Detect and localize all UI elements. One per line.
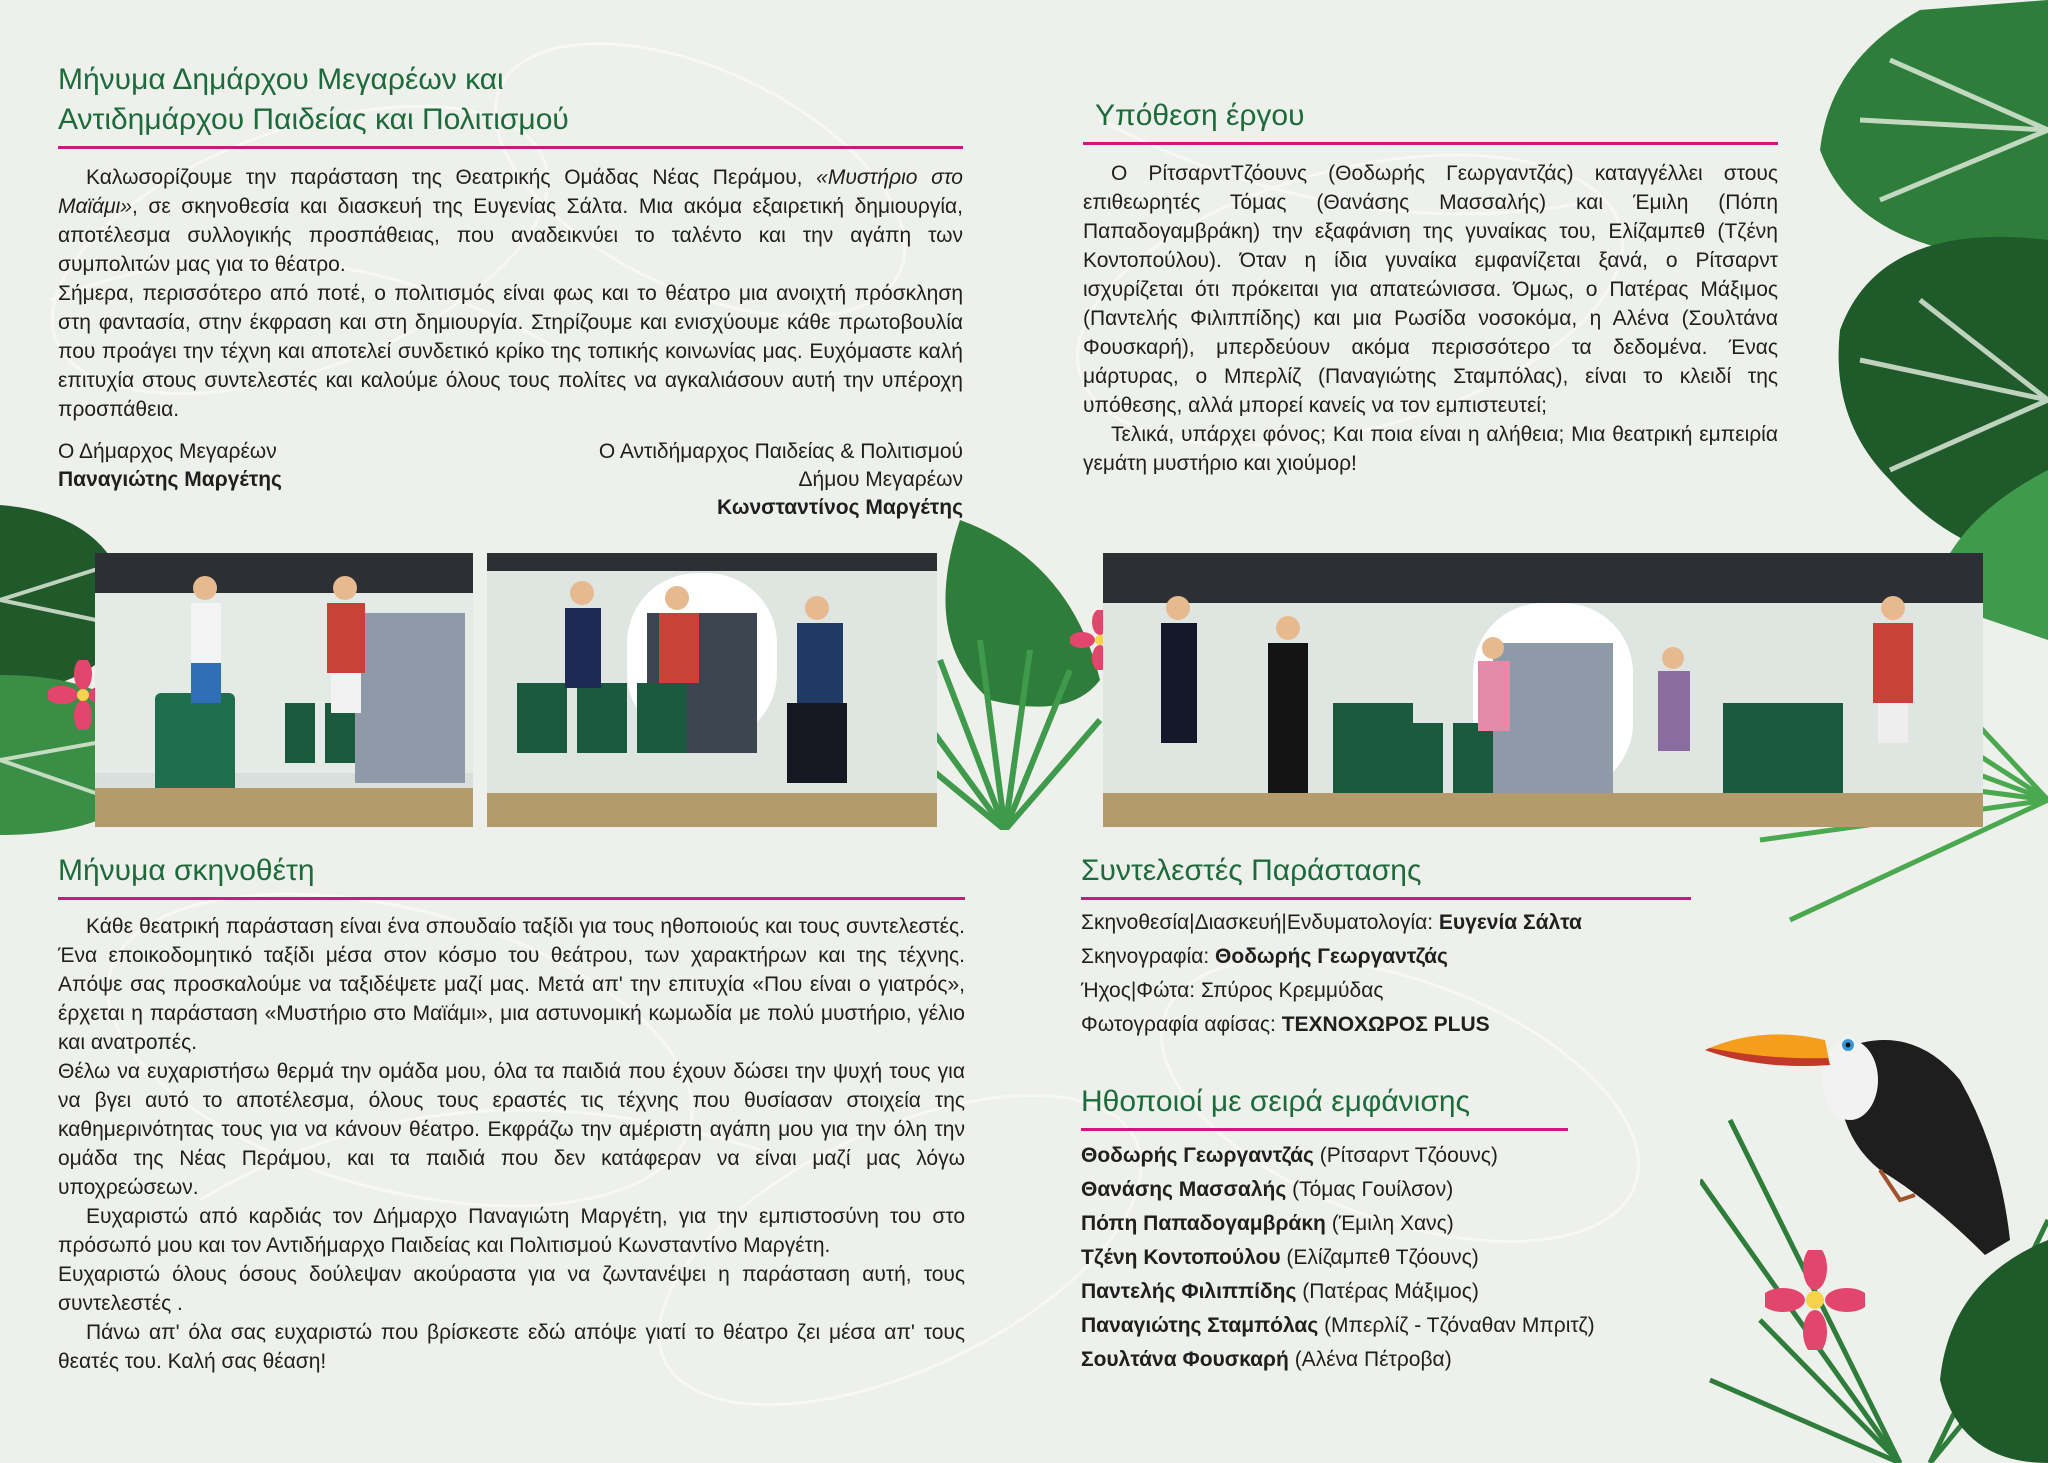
credit-label: Ήχος|Φώτα: Σπύρος Κρεμμύδας — [1081, 979, 1384, 1002]
cast-role: (Πατέρας Μάξιμος) — [1296, 1280, 1479, 1303]
cast-actor: Θοδωρής Γεωργαντζάς — [1081, 1144, 1314, 1167]
mayor-paragraph-1 — [58, 163, 963, 279]
cast-item — [1081, 1275, 1681, 1309]
cast-item — [1081, 1173, 1681, 1207]
plot-paragraph-2: Τελικά, υπάρχει φόνος; Και ποια είναι η αλήθεια; Μια θεατρική εμπειρία γεμάτη μυστήριο και χιούμορ! — [1083, 423, 1778, 475]
mayor-p1-text-a: Καλωσορίζουμε την παράσταση της Θεατρικής Ομάδας Νέας Περάμου, — [86, 166, 817, 189]
mayor-role: Ο Δήμαρχος Μεγαρέων — [58, 440, 277, 463]
deputy-mayor-role: Ο Αντιδήμαρχος Παιδείας & Πολιτισμού — [598, 440, 963, 463]
credits-title-rule — [1081, 897, 1691, 900]
stage-photo-3 — [1103, 553, 1983, 827]
cast-item — [1081, 1343, 1681, 1377]
plot-title-rule — [1083, 142, 1778, 145]
director-title-rule — [58, 897, 965, 900]
cast-title: Ηθοποιοί με σειρά εμφάνισης — [1081, 1085, 1470, 1118]
cast-role: (Μπερλίζ - Τζόναθαν Μπριτζ) — [1318, 1314, 1595, 1337]
director-paragraph-2: Θέλω να ευχαριστήσω θερμά την ομάδα μου, όλα τα παιδιά που έχουν δώσει την ψυχή τους για να βγει αυτό το αποτέλεσμα, όλους τους εραστές τις τέχνης που θυσίασαν στοιχεία της καθημερινότητας τους για να κάνουν θέατρο. Εκφράζω την αμέριστη αγάπη μου για την όλη την ομάδα της Νέας Περάμου, και τα παιδιά που δεν κατάφεραν να είναι μαζί μας λόγω υποχρεώσεων. — [58, 1060, 965, 1199]
cast-list — [1081, 1139, 1681, 1377]
cast-role: (Ρίτσαρντ Τζόουνς) — [1313, 1144, 1498, 1167]
deputy-mayor-municipality: Δήμου Μεγαρέων — [798, 468, 963, 491]
credit-item — [1081, 1008, 1691, 1042]
cast-item — [1081, 1139, 1681, 1173]
credit-label: Φωτογραφία αφίσας: — [1081, 1013, 1282, 1036]
mayor-message-title — [58, 60, 963, 140]
cast-actor: Παντελής Φιλιππίδης — [1081, 1280, 1297, 1303]
cast-actor: Θανάσης Μασσαλής — [1081, 1178, 1287, 1201]
credit-name: Ευγενία Σάλτα — [1438, 911, 1582, 934]
mayor-signature-left — [58, 438, 282, 494]
credits-list — [1081, 906, 1691, 1042]
director-message-section — [58, 851, 965, 1376]
plot-paragraph-1: Ο ΡίτσαρντΤζόουνς (Θοδωρής Γεωργαντζάς) καταγγέλλει στους επιθεωρητές Τόμας (Θανάσης Μασσαλής) και Έμιλη (Πόπη Παπαδογαμβράκη) την εξαφάνιση της γυναίκας του, Ελίζαμπεθ (Τζένη Κοντοπούλου). Όταν η ίδια γυναίκα εμφανίζεται ξανά, ο Ρίτσαρντ ισχυρίζεται ότι πρόκειται για απατεώνισσα. Όμως, ο Πατέρας Μάξιμος (Παντελής Φιλιππίδης) και μια Ρωσίδα νοσοκόμα, η Αλένα (Σουλτάνα Φουσκαρή), μπερδεύουν ακόμα περισσότερο τα δεδομένα. Ένας μάρτυρας, ο Μπερλίζ (Παναγιώτης Σταμπόλας), είναι το κλειδί της υπόθεσης, αλλά μπορεί κανείς να τον εμπιστευτεί; — [1083, 162, 1778, 417]
credits-title: Συντελεστές Παράστασης — [1081, 854, 1422, 887]
mayor-message-section — [58, 60, 963, 518]
hibiscus-flower-icon — [1765, 1250, 1865, 1350]
cast-actor: Τζένη Κοντοπούλου — [1081, 1246, 1281, 1269]
credit-name: ΤΕΧΝΟΧΩΡΟΣ PLUS — [1281, 1013, 1490, 1036]
cast-role: (Έμιλη Χανς) — [1325, 1212, 1454, 1235]
credit-item — [1081, 940, 1691, 974]
director-paragraph-1: Κάθε θεατρική παράσταση είναι ένα σπουδαίο ταξίδι για τους ηθοποιούς και τους συντελεστές. Ένα εποικοδομητικό ταξίδι μέσα στον κόσμο του θεάτρου, των χαρακτήρων και της τέχνης. Απόψε σας προσκαλούμε να ταξιδέψετε μαζί μας. Μετά απ' την επιτυχία «Που είναι ο γιατρός», έρχεται η παράσταση «Μυστήριο στο Μαϊάμι», μια αστυνομική κωμωδία με πολύ μυστήριο, γέλιο και ανατροπές. — [58, 915, 965, 1054]
cast-section — [1081, 1082, 1681, 1377]
plot-title: Υπόθεση έργου — [1095, 99, 1305, 132]
credit-item — [1081, 906, 1691, 940]
mayor-title-line1: Μήνυμα Δημάρχου Μεγαρέων και — [58, 63, 504, 96]
stage-photo-2 — [487, 553, 937, 827]
cast-actor: Σουλτάνα Φουσκαρή — [1081, 1348, 1289, 1371]
photo-strip — [0, 553, 2048, 827]
cast-role: (Αλένα Πέτροβα) — [1288, 1348, 1452, 1371]
cast-actor: Παναγιώτης Σταμπόλας — [1081, 1314, 1319, 1337]
cast-title-rule — [1081, 1128, 1568, 1131]
plot-section — [1083, 96, 1778, 478]
cast-item — [1081, 1207, 1681, 1241]
cast-role: (Τόμας Γουίλσον) — [1286, 1178, 1454, 1201]
cast-item — [1081, 1309, 1681, 1343]
toucan-icon — [1700, 1000, 2020, 1290]
credits-section — [1081, 851, 1691, 1042]
director-message-title: Μήνυμα σκηνοθέτη — [58, 854, 315, 887]
mayor-signature-right — [599, 438, 963, 522]
monstera-leaf-icon — [1800, 0, 2048, 640]
director-paragraph-4: Ευχαριστώ όλους όσους δούλεψαν ακούραστα για να ζωντανέψει η παράσταση αυτή, τους συντελεστές . — [58, 1263, 965, 1315]
credit-name: Θοδωρής Γεωργαντζάς — [1215, 945, 1448, 968]
stage-photo-1 — [95, 553, 473, 827]
director-paragraph-5: Πάνω απ' όλα σας ευχαριστώ που βρίσκεστε εδώ απόψε γιατί το θέατρο ζει μέσα απ' τους θεατές του. Καλή σας θέαση! — [58, 1321, 965, 1373]
mayor-name: Παναγιώτης Μαργέτης — [58, 468, 282, 491]
deputy-mayor-name: Κωνσταντίνος Μαργέτης — [717, 496, 963, 519]
mayor-p1-play-title: «Μυστήριο στο Μαϊάμι» — [58, 166, 963, 218]
cast-item — [1081, 1241, 1681, 1275]
mayor-paragraph-2: Σήμερα, περισσότερο από ποτέ, ο πολιτισμός είναι φως και το θέατρο μια ανοιχτή πρόσκληση στη φαντασία, στην έκφραση και στη δημιουργία. Στηρίζουμε και ενισχύουμε κάθε πρωτοβουλία που προάγει την τέχνη και αποτελεί συνδετικό κρίκο της τοπικής κοινωνίας μας. Ευχόμαστε καλή επιτυχία στους συντελεστές και καλούμε όλους τους πολίτες να αγκαλιάσουν αυτή την υπέροχη προσπάθεια. — [58, 282, 963, 421]
cast-actor: Πόπη Παπαδογαμβράκη — [1081, 1212, 1326, 1235]
mayor-p1-text-c: , σε σκηνοθεσία και διασκευή της Ευγενίας Σάλτα. Μια ακόμα εξαιρετική δημιουργία, αποτέλεσμα συλλογικής προσπάθειας, που αναδεικνύει το ταλέντο και την αγάπη των συμπολιτών μας για το θέατρο. — [58, 195, 963, 276]
credit-item — [1081, 974, 1691, 1008]
credit-label: Σκηνογραφία: — [1081, 945, 1216, 968]
credit-label: Σκηνοθεσία|Διασκευή|Ενδυματολογία: — [1081, 911, 1439, 934]
mayor-title-rule — [58, 146, 963, 149]
mayor-signatures — [58, 438, 963, 518]
cast-role: (Ελίζαμπεθ Τζόουνς) — [1280, 1246, 1479, 1269]
mayor-title-line2: Αντιδημάρχου Παιδείας και Πολιτισμού — [58, 103, 569, 136]
director-paragraph-3: Ευχαριστώ από καρδιάς τον Δήμαρχο Παναγιώτη Μαργέτη, για την εμπιστοσύνη του στο πρόσωπό μου και τον Αντιδήμαρχο Παιδείας και Πολιτισμού Κωνσταντίνο Μαργέτη. — [58, 1205, 965, 1257]
